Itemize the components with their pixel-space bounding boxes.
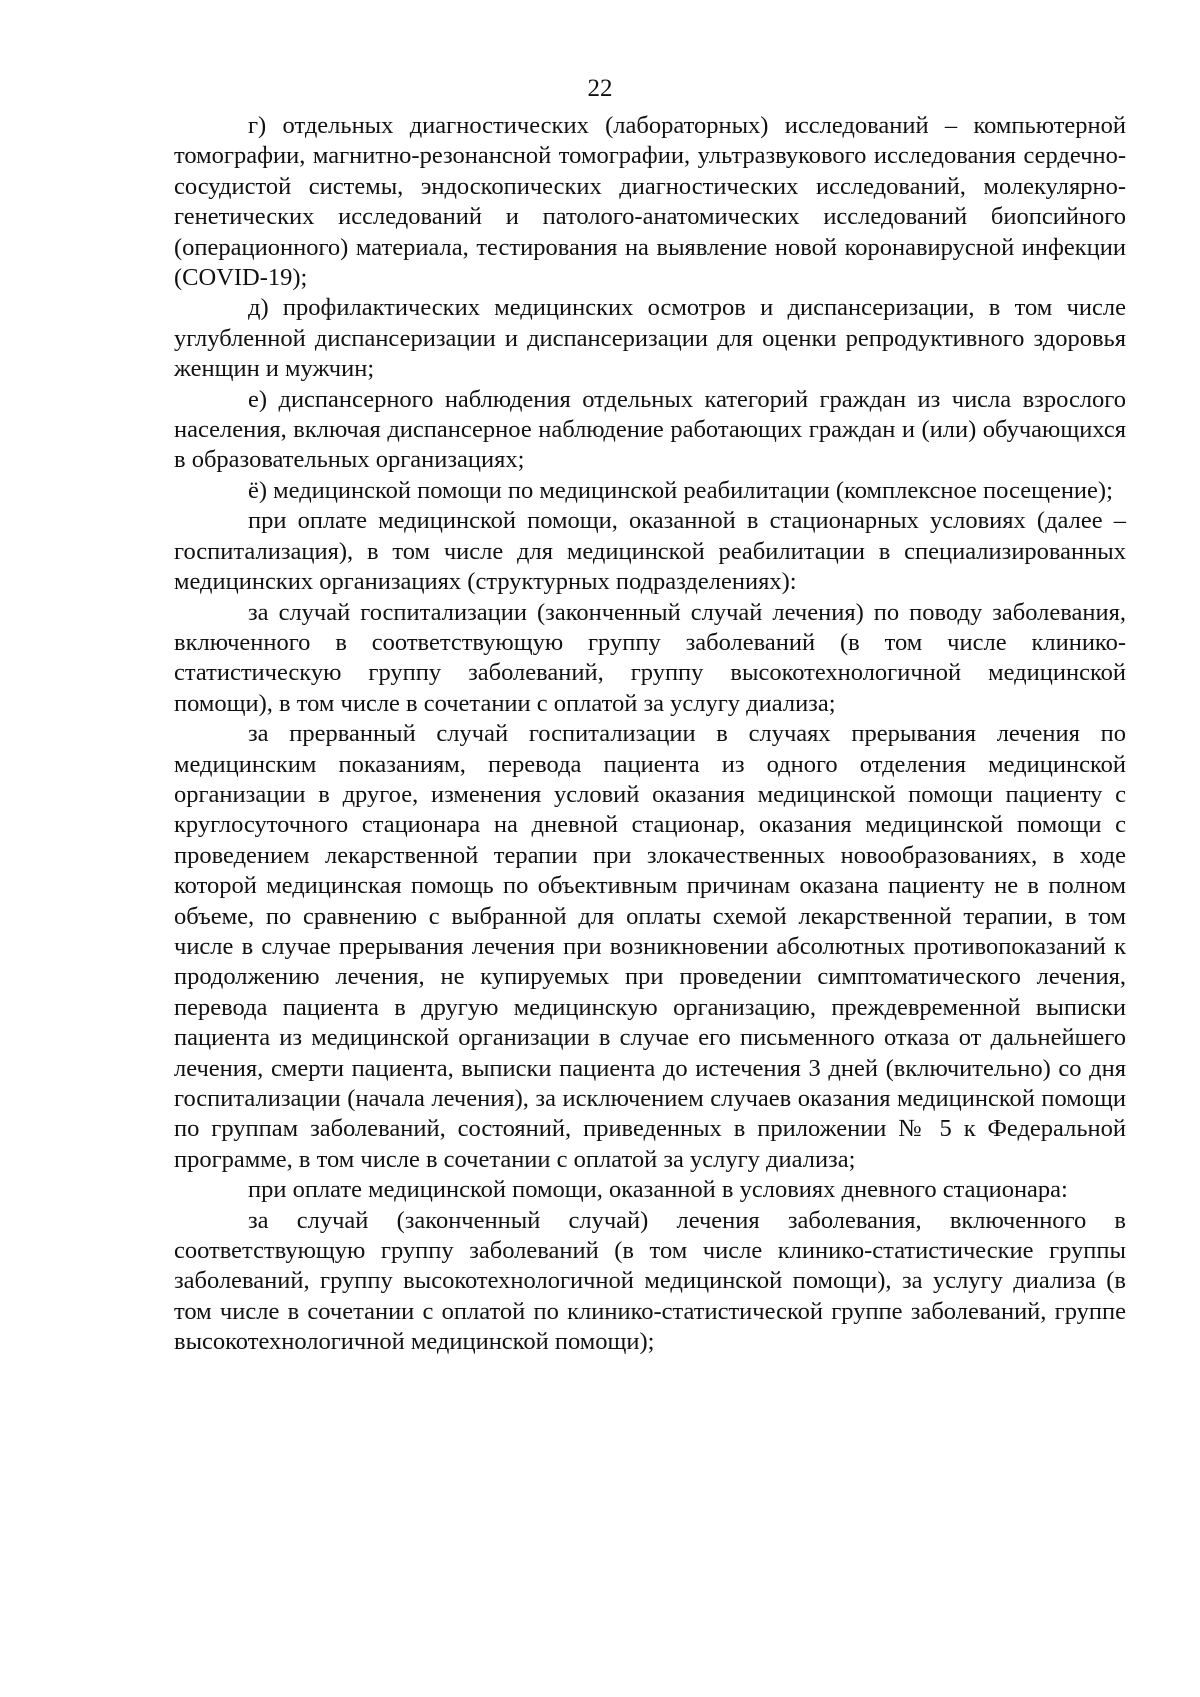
paragraph-e-dispensary-observation: е) диспансерного наблюдения отдельных категорий граждан из числа взрослого населения, включая диспансерное наблюдение работающих граждан и (или) обучающихся в образовательных организациях; (174, 385, 1126, 474)
paragraph-d-preventive-exams: д) профилактических медицинских осмотров и диспансеризации, в том числе углубленной диспансеризации и диспансеризации для оценки репродуктивного здоровья женщин и мужчин; (174, 294, 1126, 383)
document-body (174, 111, 1126, 1358)
paragraph-yo-rehabilitation: ё) медицинской помощи по медицинской реабилитации (комплексное посещение); (248, 476, 1113, 504)
paragraph-g-diagnostic-tests: г) отдельных диагностических (лабораторных) исследований – компьютерной томографии, магнитно-резонансной томографии, ультразвукового исследования сердечно-сосудистой системы, эндоскопических диагностических исследований, молекулярно-генетических исследований и патолого-анатомических исследований биопсийного (операционного) материала, тестирования на выявление новой коронавирусной инфекции (COVID-19); (174, 112, 1126, 292)
paragraph-hospitalization-case: за случай госпитализации (законченный случай лечения) по поводу заболевания, включенного в соответствующую группу заболеваний (в том числе клинико-статистическую группу заболеваний, группу высокотехнологичной медицинской помощи), в том числе в сочетании с оплатой за услугу диализа; (174, 598, 1126, 717)
paragraph-interrupted-case: за прерванный случай госпитализации в случаях прерывания лечения по медицинским показаниям, перевода пациента из одного отделения медицинской организации в другое, изменения условий оказания медицинской помощи пациенту с круглосуточного стационара на дневной стационар, оказания медицинской помощи с проведением лекарственной терапии при злокачественных новообразованиях, в ходе которой медицинская помощь по объективным причинам оказана пациенту не в полном объеме, по сравнению с выбранной для оплаты схемой лекарственной терапии, в том числе в случае прерывания лечения при возникновении абсолютных противопоказаний к продолжению лечения, не купируемых при проведении симптоматического лечения, перевода пациента в другую медицинскую организацию, преждевременной выписки пациента из медицинской организации в случае его письменного отказа от дальнейшего лечения, смерти пациента, выписки пациента до истечения 3 дней (включительно) со дня госпитализации (начала лечения), за исключением случаев оказания медицинской помощи по группам заболеваний, состояний, приведенных в приложении № 5 к Федеральной программе, в том числе в сочетании с оплатой за услугу диализа; (174, 720, 1126, 1173)
page-number: 22 (587, 75, 613, 102)
paragraph-inpatient-payment: при оплате медицинской помощи, оказанной в стационарных условиях (далее – госпитализация), в том числе для медицинской реабилитации в специализированных медицинских организациях (структурных подразделениях): (174, 507, 1126, 596)
paragraph-day-hospital-payment: при оплате медицинской помощи, оказанной в условиях дневного стационара: (248, 1176, 1068, 1204)
paragraph-day-hospital-case: за случай (законченный случай) лечения заболевания, включенного в соответствующую группу заболеваний (в том числе клинико-статистические группы заболеваний, группу высокотехнологичной медицинской помощи), за услугу диализа (в том числе в сочетании с оплатой по клинико-статистической группе заболеваний, группе высокотехнологичной медицинской помощи); (174, 1206, 1126, 1356)
